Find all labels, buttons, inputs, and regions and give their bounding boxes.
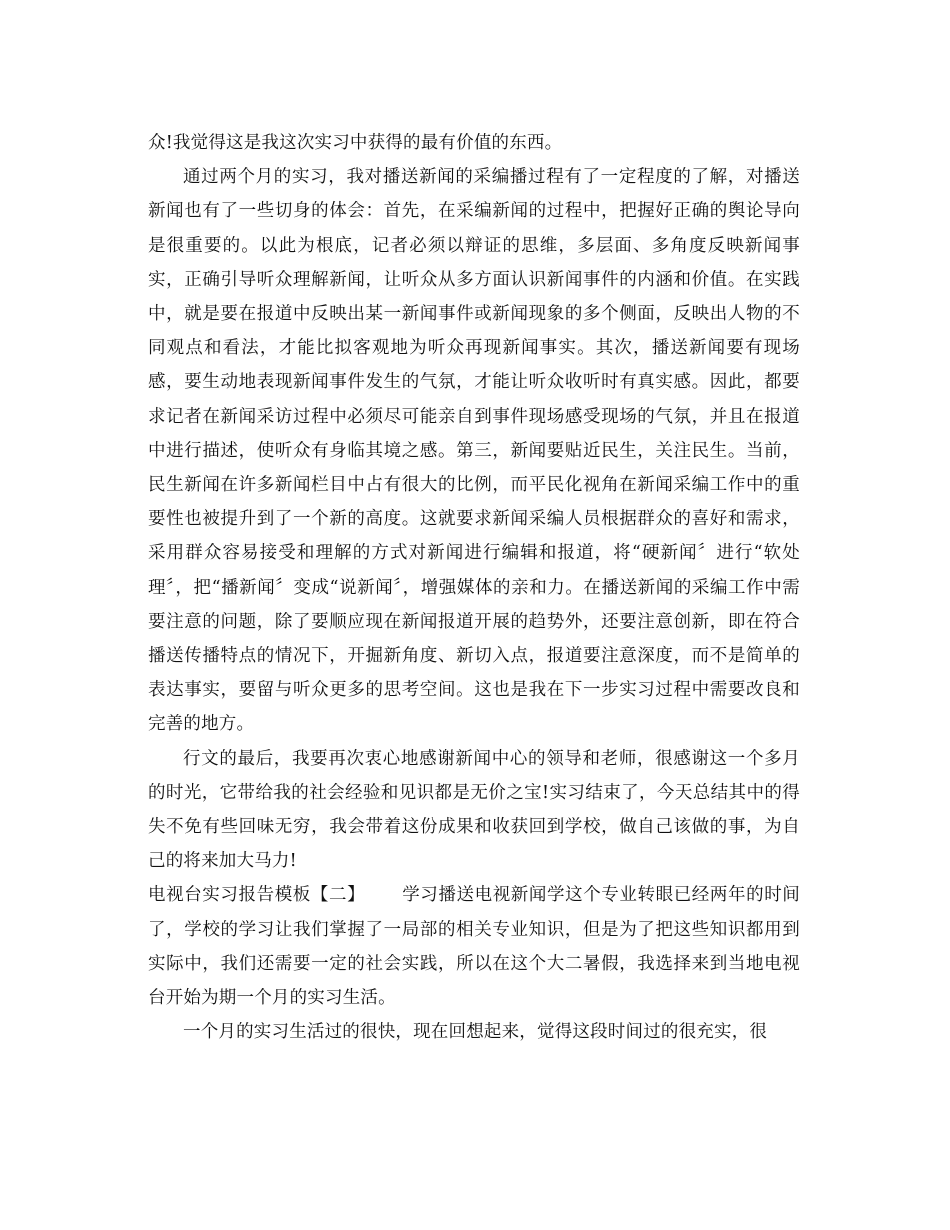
document-body — [148, 126, 800, 1049]
section-heading: 电视台实习报告模板【二】 — [148, 885, 366, 906]
paragraph-1: 众!我觉得这是我这次实习中获得的最有价值的东西。 — [148, 133, 563, 153]
heading-gap — [365, 885, 402, 905]
paragraph-3: 行文的最后，我要再次衷心地感谢新闻中心的领导和老师，很感谢这一个多月的时光，它带给我的社会经验和见识都是无价之宝!实习结束了，今天总结其中的得失不免有些回味无穷，我会带着这份成果和收获回到学校，做自己该做的事，为自己的将来加大马力! — [148, 748, 800, 872]
paragraph-2: 通过两个月的实习，我对播送新闻的采编播过程有了一定程度的了解，对播送新闻也有了一些切身的体会：首先，在采编新闻的过程中，把握好正确的舆论导向是很重要的。以此为根底，记者必须以辩证的思维，多层面、多角度反映新闻事实，正确引导听众理解新闻，让听众从多方面认识新闻事件的内涵和价值。在实践中，就是要在报道中反映出某一新闻事件或新闻现象的多个侧面，反映出人物的不同观点和看法，才能比拟客观地为听众再现新闻事实。其次，播送新闻要有现场感，要生动地表现新闻事件发生的气氛，才能让听众收听时有真实感。因此，都要求记者在新闻采访过程中必须尽可能亲自到事件现场感受现场的气氛，并且在报道中进行描述，使听众有身临其境之感。第三，新闻要贴近民生，关注民生。当前，民生新闻在许多新闻栏目中占有很大的比例，而平民化视角在新闻采编工作中的重要性也被提升到了一个新的高度。这就要求新闻采编人员根据群众的喜好和需求，采用群众容易接受和理解的方式对新闻进行编辑和报道，将“硬新闻〞进行“软处理〞，把“播新闻〞变成“说新闻〞，增强媒体的亲和力。在播送新闻的采编工作中需要注意的问题，除了要顺应现在新闻报道开展的趋势外，还要注意创新，即在符合播送传播特点的情况下，开掘新角度、新切入点，报道要注意深度，而不是简单的表达事实，要留与听众更多的思考空间。这也是我在下一步实习过程中需要改良和完善的地方。 — [148, 167, 800, 735]
paragraph-4 — [148, 878, 800, 1015]
paragraph-4-text: 学习播送电视新闻学这个专业转眼已经两年的时间了，学校的学习让我们掌握了一局部的相关专业知识，但是为了把这些知识都用到实际中，我们还需要一定的社会实践，所以在这个大二暑假，我选择来到当地电视台开始为期一个月的实习生活。 — [148, 885, 800, 1009]
paragraph-5: 一个月的实习生活过的很快，现在回想起来，觉得这段时间过的很充实，很 — [183, 1022, 768, 1043]
